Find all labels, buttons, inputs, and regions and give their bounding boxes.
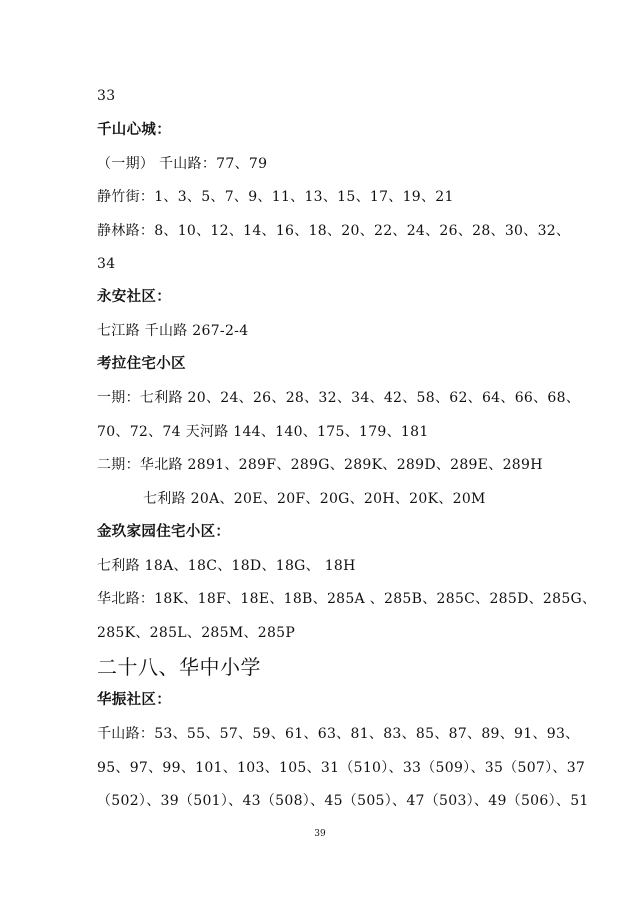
- section-label-kaola-residence: 考拉住宅小区: [97, 356, 186, 372]
- chapter-heading: 二十八、华中小学: [97, 655, 261, 679]
- text-line: 34: [97, 256, 116, 272]
- text-line: 静林路：8、10、12、14、16、18、20、22、24、26、28、30、32、: [97, 223, 571, 239]
- text-line: （一期） 千山路：77、79: [97, 156, 268, 172]
- page-number: 39: [314, 829, 326, 839]
- text-line: 七利路 18A、18C、18D、18G、 18H: [97, 558, 356, 574]
- text-line: 七江路 千山路 267-2-4: [97, 323, 249, 339]
- text-line: 285K、285L、285M、285P: [97, 625, 296, 641]
- text-line: 二期：华北路 2891、289F、289G、289K、289D、289E、289H: [97, 457, 543, 473]
- section-label-jinjiu-residence: 金玖家园住宅小区：: [97, 524, 231, 540]
- section-label-yongan-community: 永安社区：: [97, 289, 171, 305]
- text-line: 七利路 20A、20E、20F、20G、20H、20K、20M: [143, 491, 486, 507]
- section-label-huazhen-community: 华振社区：: [97, 692, 171, 708]
- text-line: 千山路：53、55、57、59、61、63、81、83、85、87、89、91、93、: [97, 726, 580, 742]
- section-label-qianshan-xincheng: 千山心城：: [97, 122, 171, 138]
- text-line: 一期：七利路 20、24、26、28、32、34、42、58、62、64、66、68、: [97, 390, 581, 406]
- text-line: 静竹街：1、3、5、7、9、11、13、15、17、19、21: [97, 189, 454, 205]
- text-line: 95、97、99、101、103、105、31（510）、33（509）、35（507）、37: [97, 760, 586, 776]
- text-line: 33: [97, 88, 116, 104]
- text-line: 华北路：18K、18F、18E、18B、285A 、285B、285C、285D、285G、: [97, 591, 597, 607]
- text-line: 70、72、74 天河路 144、140、175、179、181: [97, 424, 429, 440]
- text-line: （502）、39（501）、43（508）、45（505）、47（503）、49（506）、51: [97, 793, 589, 809]
